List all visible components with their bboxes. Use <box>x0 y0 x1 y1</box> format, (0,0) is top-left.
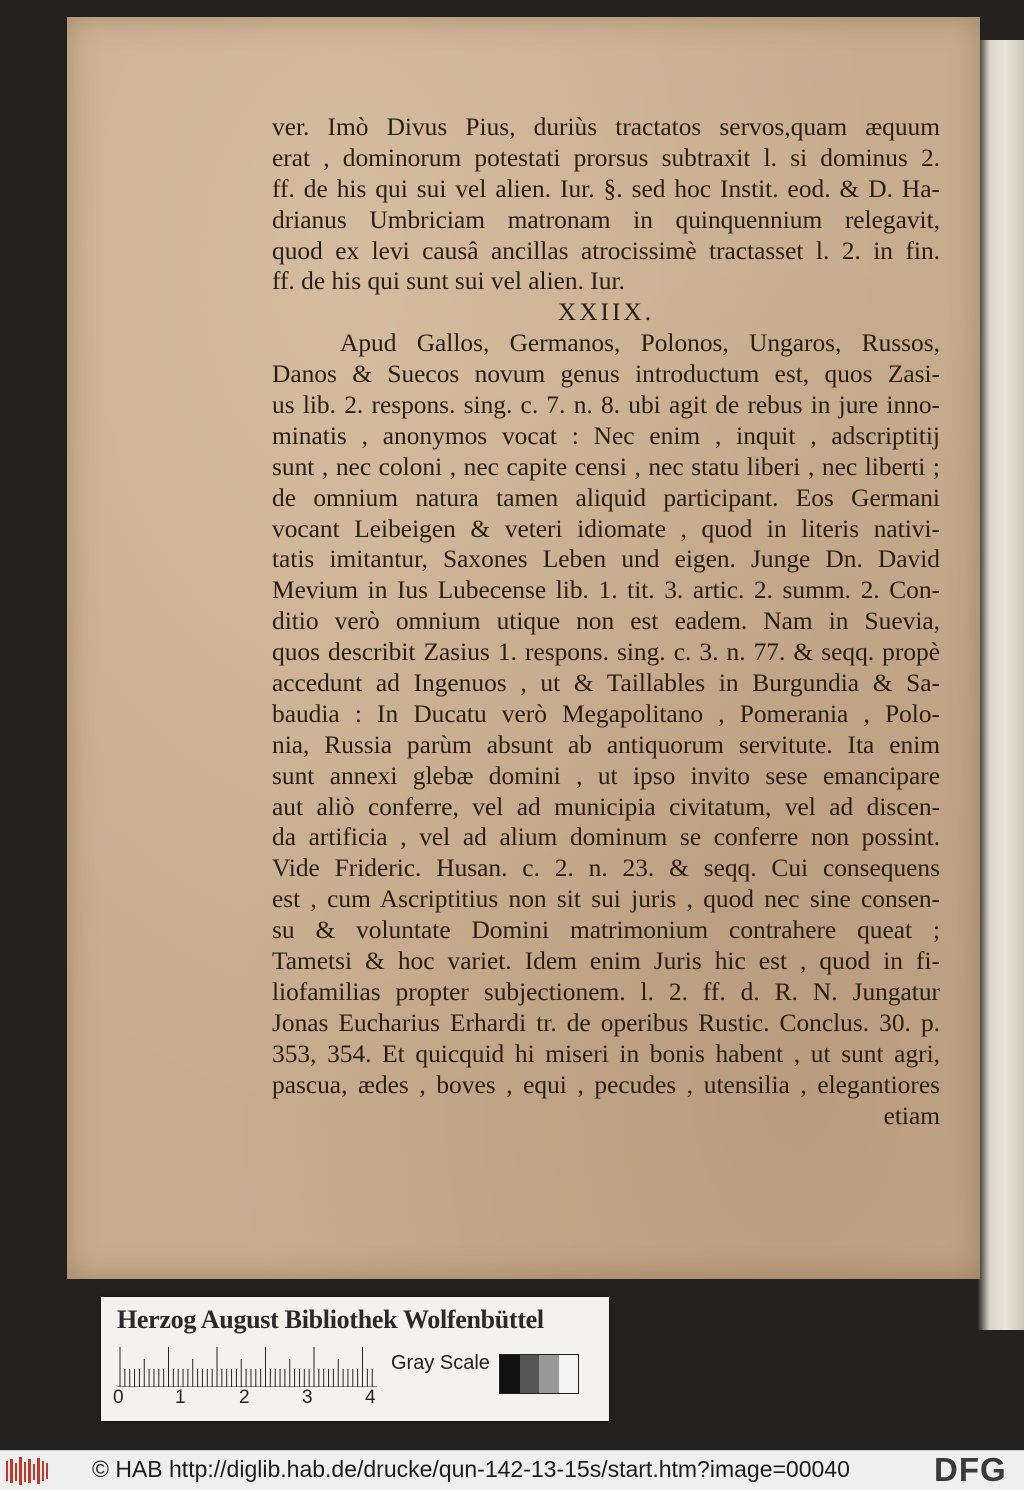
text-line: aut aliò conferre, vel ad municipia civitatum, vel ad discen- <box>272 792 940 821</box>
ruler-number: 4 <box>365 1387 376 1408</box>
text-line: da artificia , vel ad alium dominum se conferre non possint. <box>272 823 940 852</box>
card-title: Herzog August Bibliothek Wolfenbüttel <box>117 1305 544 1334</box>
text-line: pascua, ædes , boves , equi , pecudes , utensilia , elegantiores <box>272 1070 940 1099</box>
ruler-number: 0 <box>113 1387 124 1408</box>
copyright-url[interactable]: © HAB http://diglib.hab.de/drucke/qun-142-13-15s/start.htm?image=00040 <box>92 1456 850 1482</box>
dfg-logo: DFG <box>934 1451 1007 1488</box>
text-line: us lib. 2. respons. sing. c. 7. n. 8. ubi agit de rebus in jure inno- <box>272 391 940 420</box>
text-line: vocant Leibeigen & veteri idiomate , quod in literis nativi- <box>272 514 940 543</box>
text-line: ver. Imò Divus Pius, duriùs tractatos servos,quam æquum <box>272 113 940 141</box>
footer-bar <box>0 1450 1024 1490</box>
text-line: accedunt ad Ingenuos , ut & Taillables in Burgundia & Sa- <box>272 669 940 698</box>
ruler-number: 2 <box>239 1387 250 1408</box>
color-calibration-card <box>101 1297 609 1421</box>
text-line: erat , dominorum potestati prorsus subtraxit l. si dominus 2. <box>272 143 940 172</box>
text-line: baudia : In Ducatu verò Megapolitano , Pomerania , Polo- <box>272 699 940 728</box>
text-line: Jonas Eucharius Erhardi tr. de operibus Rustic. Conclus. 30. p. <box>272 1008 940 1037</box>
text-line: de omnium natura tamen aliquid participant. Eos Germani <box>272 483 940 512</box>
text-line: 353, 354. Et quicquid hi miseri in bonis habent , ut sunt agri, <box>272 1039 940 1068</box>
adjacent-page-edges <box>978 40 1024 1330</box>
text-line: ditio verò omnium utique non est eadem. Nam in Suevia, <box>272 607 940 636</box>
ruler-number: 3 <box>302 1387 313 1408</box>
text-line: Vide Frideric. Husan. c. 2. n. 23. & seqq. Cui consequens <box>272 854 940 883</box>
text-line: tatis imitantur, Saxones Leben und eigen. Junge Dn. David <box>272 545 940 574</box>
text-line: su & voluntate Domini matrimonium contrahere queat ; <box>272 916 940 945</box>
text-line: Danos & Suecos novum genus introductum est, quos Zasi- <box>272 360 940 389</box>
text-line: minatis , anonymos vocat : Nec enim , inquit , adscriptitij <box>272 421 940 450</box>
text-line: liofamilias propter subjectionem. l. 2. ff. d. R. N. Jungatur <box>272 977 940 1006</box>
ruler-number: 1 <box>175 1387 186 1408</box>
ruler-scale <box>117 1347 377 1387</box>
text-line: est , cum Ascriptitius non sit sui juris , quod nec sine consen- <box>272 885 940 914</box>
text-line: drianus Umbriciam matronam in quinquennium relegavit, <box>272 205 940 234</box>
page-text <box>272 112 940 1131</box>
hab-barcode-logo-icon <box>6 1457 48 1485</box>
text-line: ff. de his qui sui vel alien. Iur. §. sed hoc Instit. eod. & D. Ha- <box>272 174 940 203</box>
grayscale-label: Gray Scale <box>391 1352 490 1374</box>
grayscale-strip <box>499 1354 579 1394</box>
text-line: sunt annexi glebæ domini , ut ipso invito sese emancipare <box>272 761 940 790</box>
catchword: etiam <box>883 1101 940 1130</box>
text-line: nia, Russia parùm absunt ab antiquorum servitute. Ita enim <box>272 730 940 759</box>
ruler-numbers <box>111 1387 391 1415</box>
section-heading: XXIIX. <box>557 298 655 327</box>
text-line: ff. de his qui sunt sui vel alien. Iur. <box>272 267 625 296</box>
text-line: quos describit Zasius 1. respons. sing. c. 3. n. 77. & seqq. propè <box>272 638 940 667</box>
text-line: Apud Gallos, Germanos, Polonos, Ungaros, Russos, <box>340 329 940 358</box>
text-line: Tametsi & hoc variet. Idem enim Juris hic est , quod in fi- <box>272 947 940 976</box>
text-line: sunt , nec coloni , nec capite censi , nec statu liberi , nec liberti ; <box>272 452 940 481</box>
text-line: quod ex levi causâ ancillas atrocissimè tractasset l. 2. in fin. <box>272 236 940 265</box>
text-line: Mevium in Ius Lubecense lib. 1. tit. 3. artic. 2. summ. 2. Con- <box>272 576 940 605</box>
